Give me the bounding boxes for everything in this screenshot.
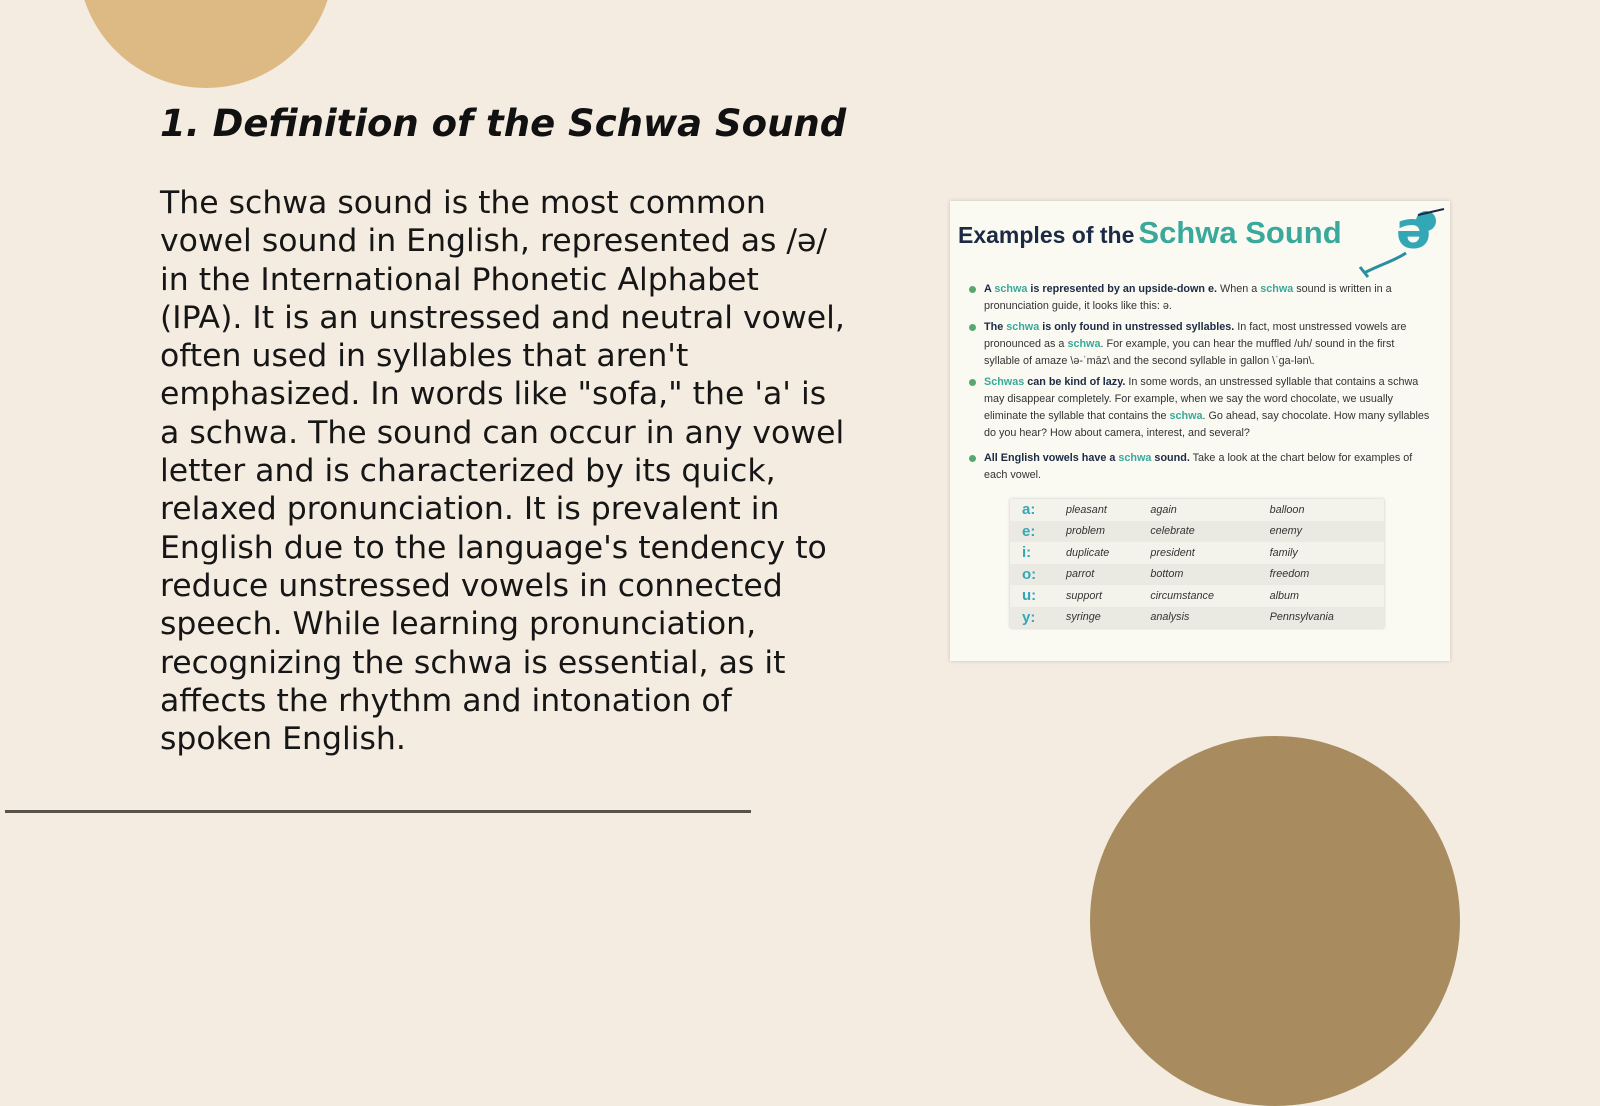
example-word: president [1150,546,1195,559]
bullet-dot-icon [969,379,976,386]
slide-title: 1. Definition of the Schwa Sound [160,102,847,145]
example-word: balloon [1269,503,1305,516]
vowel-letter: i: [1022,544,1032,562]
example-word: problem [1060,521,1144,543]
example-word: parrot [1060,564,1144,586]
decorative-circle-top [78,0,334,88]
vowel-letter: o: [1010,564,1060,586]
bullet-item: A schwa is represented by an upside-down e. When a schwa sound is written in a pronunciation guide, it looks like this: ə. [968,281,1430,315]
vowel-letter: u: [1022,587,1037,605]
example-word: support [1066,589,1103,602]
example-word: Pennsylvania [1264,607,1384,629]
example-word: syringe [1060,607,1144,629]
example-word: duplicate [1066,546,1110,559]
example-word: analysis [1144,607,1263,629]
infographic-bullet-list [968,281,1430,488]
decorative-circle-bottom [1090,736,1460,1106]
example-word: album [1269,589,1300,602]
slide-body-text: The schwa sound is the most common vowel sound in English, represented as /ə/ in the International Phonetic Alphabet (IPA). It is an unstressed and neutral vowel, often used in syllables that aren't emphasized. In words like "sofa," the 'a' is a schwa. The sound can occur in any vowel letter and is characterized by its quick, relaxed pronunciation. It is prevalent in English due to the language's tendency to reduce unstressed vowels in connected speech. While learning pronunciation, recognizing the schwa is essential, as it affects the rhythm and intonation of spoken English. [160,185,845,758]
example-word: pleasant [1066,503,1107,516]
table-row [1010,585,1384,607]
example-word: enemy [1264,521,1384,543]
table-row [1010,542,1384,564]
example-word: family [1269,546,1298,559]
schwa-symbol: ə [1396,201,1432,261]
bullet-item: All English vowels have a schwa sound. Take a look at the chart below for examples of each vowel. [968,450,1430,484]
bullet-dot-icon [969,324,976,331]
table-row [1010,521,1384,543]
table-row [1010,564,1384,586]
infographic-title [958,215,1342,251]
example-word: again [1150,503,1177,516]
example-word: celebrate [1144,521,1263,543]
example-word: bottom [1144,564,1263,586]
bullet-dot-icon [969,455,976,462]
vowel-letter: e: [1010,521,1060,543]
bullet-dot-icon [969,286,976,293]
infographic-title-part2: Schwa Sound [1138,215,1342,250]
vowel-letter: y: [1010,607,1060,629]
vowel-examples-table [1010,499,1384,628]
table-row [1010,499,1384,521]
bullet-item: The schwa is only found in unstressed syllables. In fact, most unstressed vowels are pronounced as a schwa. For example, you can hear the muffled /uh/ sound in the first syllable of amaze \ə-ˈmāz\ and the second syllable in gallon \ˈga-lən\. [968,319,1430,370]
example-word: circumstance [1150,589,1214,602]
divider-line [5,810,751,813]
infographic-title-part1: Examples of the [958,222,1135,248]
vowel-letter: a: [1022,501,1036,519]
schwa-examples-infographic [950,201,1450,661]
table-row [1010,607,1384,629]
example-word: freedom [1264,564,1384,586]
schwa-mascot-icon [1334,203,1450,283]
bullet-item: Schwas can be kind of lazy. In some words, an unstressed syllable that contains a schwa may disappear completely. For example, when we say the word chocolate, we usually eliminate the syllable that contains the schwa. Go ahead, say chocolate. How many syllables do you hear? How about camera, interest, and several? [968,374,1430,442]
